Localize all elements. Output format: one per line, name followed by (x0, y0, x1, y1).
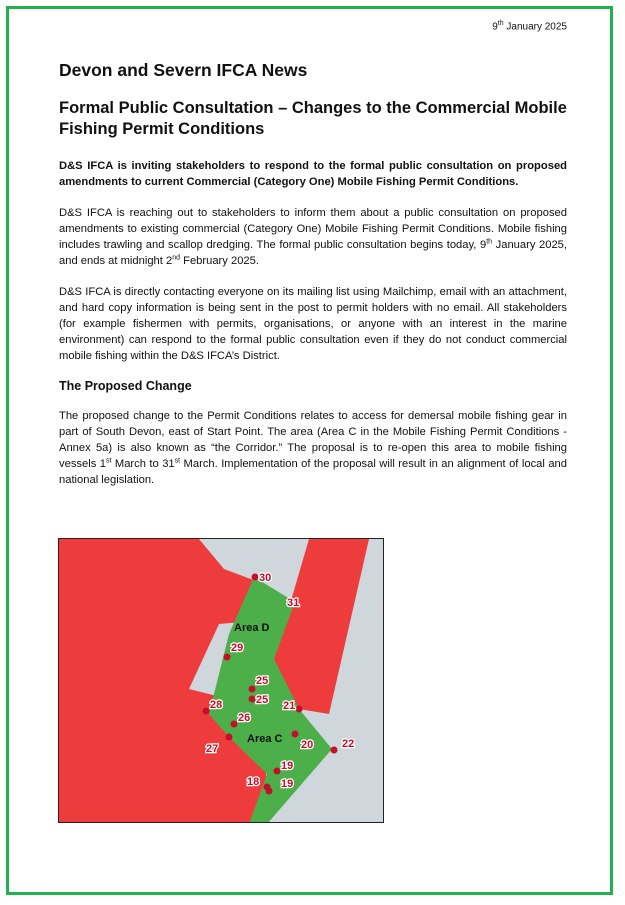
area-d-label: Area D (234, 622, 270, 634)
waypoint-dot-20 (292, 731, 299, 738)
waypoint-label-25: 25 (256, 694, 269, 706)
para1-sup-b: nd (172, 254, 180, 262)
para1-sup-a: th (486, 238, 493, 246)
waypoint-label-22: 22 (342, 738, 355, 750)
date-rest: January 2025 (503, 21, 567, 33)
waypoint-dot-22 (331, 747, 338, 754)
para3-text-c: March. Implementation of the proposal will result in an alignment of local and national legislation. (59, 458, 567, 486)
para3-sup-b: st (174, 457, 181, 465)
waypoint-label-19: 19 (281, 760, 294, 772)
waypoint-label-30: 30 (259, 572, 272, 584)
paragraph-consultation-dates (59, 205, 567, 269)
waypoint-dot-28 (203, 708, 210, 715)
date-suffix: th (497, 20, 504, 27)
waypoint-dot-29 (224, 654, 231, 661)
date-day: 9 (492, 21, 498, 33)
waypoint-dot-25 (249, 686, 256, 693)
corridor-map (58, 538, 384, 823)
waypoint-label-31: 31 (287, 597, 300, 609)
waypoint-label-28: 28 (210, 699, 223, 711)
section-heading-proposed-change: The Proposed Change (59, 379, 192, 393)
newsletter-heading: Devon and Severn IFCA News (59, 60, 308, 80)
waypoint-dot-21 (296, 706, 303, 713)
para3-sup-a: st (105, 457, 112, 465)
lead-paragraph: D&S IFCA is inviting stakeholders to respond to the formal public consultation on proposed amendments to current Commercial (Category One) Mobile Fishing Permit Conditions. (59, 160, 567, 188)
article-title: Formal Public Consultation – Changes to the Commercial Mobile Fishing Permit Conditions (59, 99, 567, 138)
para1-text-a: D&S IFCA is reaching out to stakeholders to inform them about a public consultation on proposed amendments to existing commercial (Category One) Mobile Fishing Permit Conditions. Mobile fishing includes trawling and scallop dredging. The formal public consultation begins today, 9 (59, 207, 567, 251)
waypoint-dot-19 (274, 768, 281, 775)
para1-text-c: February 2025. (180, 255, 259, 267)
waypoint-dot-25 (249, 696, 256, 703)
map-svg (59, 539, 384, 823)
para3-text-b: March to 31 (111, 458, 175, 470)
waypoint-label-20: 20 (301, 739, 314, 751)
waypoint-dot-19 (266, 788, 273, 795)
waypoint-dot-30 (252, 574, 259, 581)
area-c-label: Area C (247, 733, 283, 745)
waypoint-label-27: 27 (206, 743, 219, 755)
paragraph-mailing: D&S IFCA is directly contacting everyone on its mailing list using Mailchimp, email with an attachment, and hard copy information is being sent in the post to permit holders with no email. All stakeholders (for example fishermen with permits, organisations, or anyone with an interest in the marine environment) can respond to the formal public consultation even if they do not conduct commercial mobile fishing within the D&S IFCA’s District. (59, 286, 567, 362)
waypoint-dot-27 (226, 734, 233, 741)
waypoint-dot-26 (231, 721, 238, 728)
article (59, 60, 567, 503)
waypoint-label-29: 29 (231, 642, 244, 654)
para3-text-a: The proposed change to the Permit Conditions relates to access for demersal mobile fishing gear in part of South Devon, east of Start Point. The area (Area C in the Mobile Fishing Permit Conditions - Annex 5a) is also known as “the Corridor.” The proposal is to re-open this area to mobile fishing vessels 1 (59, 410, 567, 470)
paragraph-proposed-change (59, 408, 567, 488)
waypoint-label-25: 25 (256, 675, 269, 687)
waypoint-label-26: 26 (238, 712, 251, 724)
waypoint-label-21: 21 (283, 700, 296, 712)
para1-text-b: January 2025, and ends at midnight 2 (59, 239, 568, 267)
waypoint-label-18: 18 (247, 776, 260, 788)
waypoint-label-19: 19 (281, 778, 294, 790)
issue-date (492, 20, 567, 32)
